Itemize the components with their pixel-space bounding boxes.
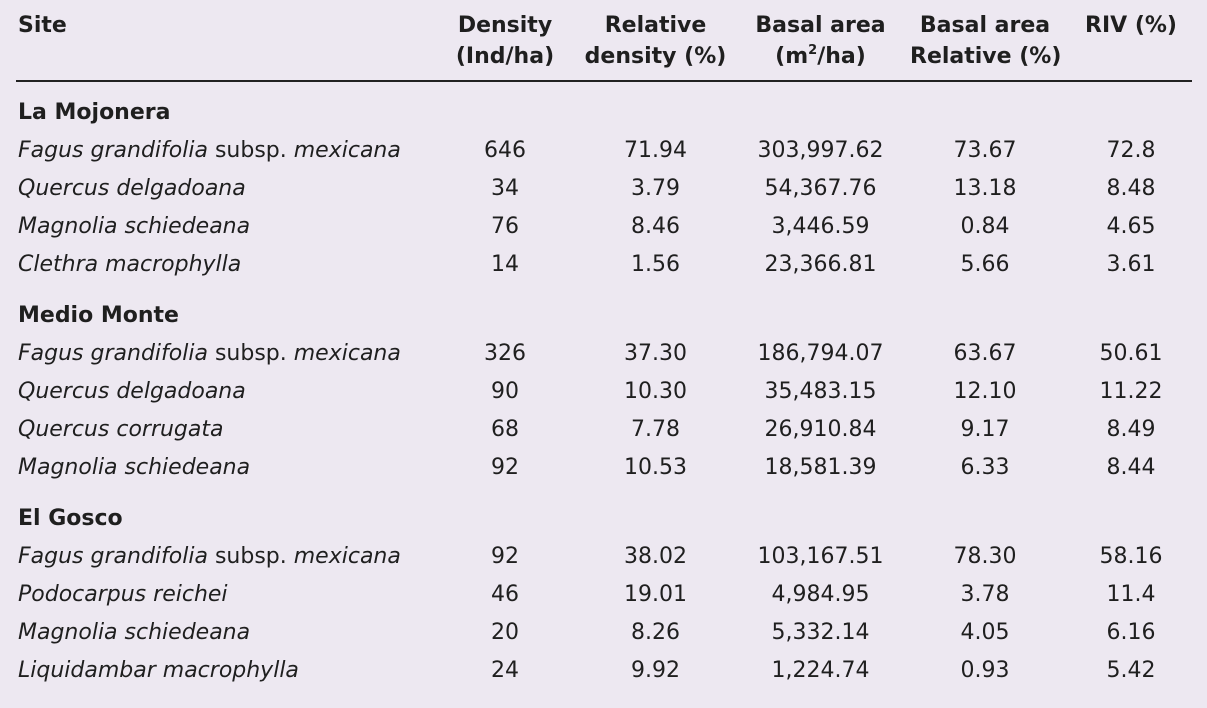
basal-area-relative-cell: 4.05 [960, 620, 1010, 645]
species-genus: Clethra [18, 252, 99, 277]
header-site-label: Site [18, 13, 67, 38]
table-row [0, 449, 1207, 487]
species-subsp-epithet: mexicana [293, 341, 401, 366]
header-basal-area-relative-line2: Relative (%) [910, 44, 1062, 69]
table-row [0, 208, 1207, 246]
species-epithet: macrophylla [105, 252, 242, 277]
species-cell [18, 614, 250, 652]
basal-area-relative-cell: 0.93 [960, 658, 1010, 683]
relative-density-cell: 19.01 [624, 582, 687, 607]
basal-area-cell: 5,332.14 [771, 620, 870, 645]
riv-cell: 58.16 [1099, 544, 1163, 569]
species-genus: Podocarpus [18, 582, 147, 607]
header-basal-area-unit-post: /ha) [817, 44, 866, 69]
header-rule [16, 80, 1192, 82]
relative-density-cell: 71.94 [624, 138, 687, 163]
density-cell: 20 [491, 620, 519, 645]
table-row [0, 576, 1207, 614]
basal-area-relative-cell: 12.10 [953, 379, 1017, 404]
species-epithet: grandifolia [90, 341, 208, 366]
species-epithet: grandifolia [90, 544, 208, 569]
table-row [0, 335, 1207, 373]
species-genus: Magnolia [18, 214, 118, 239]
table-row [0, 614, 1207, 652]
basal-area-relative-cell: 0.84 [960, 214, 1010, 239]
basal-area-relative-cell: 3.78 [960, 582, 1010, 607]
species-subsp-label: subsp. [214, 544, 287, 569]
basal-area-relative-cell: 5.66 [960, 252, 1010, 277]
density-cell: 46 [491, 582, 519, 607]
species-subsp-label: subsp. [214, 341, 287, 366]
header-riv [1075, 10, 1187, 41]
species-cell [18, 246, 241, 284]
density-cell: 90 [491, 379, 519, 404]
site-group [0, 297, 1207, 487]
basal-area-cell: 186,794.07 [757, 341, 884, 366]
site-title: La Mojonera [18, 100, 171, 125]
riv-cell: 5.42 [1106, 658, 1156, 683]
species-cell [18, 576, 228, 614]
riv-cell: 4.65 [1106, 214, 1156, 239]
header-density-line2: (Ind/ha) [455, 44, 555, 69]
relative-density-cell: 8.46 [631, 214, 680, 239]
density-cell: 14 [491, 252, 519, 277]
species-genus: Fagus [18, 138, 84, 163]
density-cell: 24 [491, 658, 519, 683]
basal-area-relative-cell: 6.33 [960, 455, 1010, 480]
species-cell [18, 170, 246, 208]
density-cell: 92 [491, 544, 519, 569]
basal-area-cell: 18,581.39 [764, 455, 877, 480]
species-genus: Fagus [18, 544, 84, 569]
basal-area-cell: 4,984.95 [771, 582, 870, 607]
relative-density-cell: 37.30 [624, 341, 687, 366]
species-cell [18, 132, 401, 170]
species-epithet: delgadoana [116, 379, 246, 404]
riv-cell: 72.8 [1106, 138, 1156, 163]
riv-cell: 8.48 [1106, 176, 1156, 201]
density-cell: 76 [491, 214, 519, 239]
relative-density-cell: 1.56 [631, 252, 680, 277]
basal-area-cell: 3,446.59 [771, 214, 870, 239]
table-row [0, 246, 1207, 284]
riv-cell: 8.44 [1106, 455, 1156, 480]
table-row [0, 538, 1207, 576]
species-epithet: schiedeana [124, 620, 251, 645]
riv-cell: 3.61 [1106, 252, 1156, 277]
species-epithet: macrophylla [162, 658, 299, 683]
density-cell: 34 [491, 176, 519, 201]
table-row [0, 411, 1207, 449]
header-basal-area [748, 10, 893, 72]
species-subsp-epithet: mexicana [293, 138, 401, 163]
species-epithet: corrugata [116, 417, 224, 442]
relative-density-cell: 3.79 [631, 176, 680, 201]
site-title: Medio Monte [18, 303, 179, 328]
species-cell [18, 208, 250, 246]
species-cell [18, 335, 401, 373]
species-epithet: reichei [153, 582, 228, 607]
basal-area-cell: 23,366.81 [764, 252, 877, 277]
header-relative-density-line1: Relative [604, 13, 707, 38]
site-group [0, 94, 1207, 284]
header-basal-area-unit-pre: (m [775, 44, 809, 69]
species-genus: Magnolia [18, 455, 118, 480]
density-cell: 92 [491, 455, 519, 480]
species-genus: Quercus [18, 176, 110, 201]
basal-area-relative-cell: 73.67 [953, 138, 1017, 163]
density-cell: 68 [491, 417, 519, 442]
species-cell [18, 373, 246, 411]
basal-area-cell: 303,997.62 [757, 138, 884, 163]
relative-density-cell: 7.78 [631, 417, 680, 442]
species-genus: Magnolia [18, 620, 118, 645]
basal-area-relative-cell: 78.30 [953, 544, 1017, 569]
header-density [445, 10, 565, 72]
species-epithet: delgadoana [116, 176, 246, 201]
species-cell [18, 411, 224, 449]
table-row [0, 170, 1207, 208]
species-cell [18, 652, 299, 690]
header-riv-label: RIV (%) [1085, 13, 1177, 38]
density-cell: 646 [484, 138, 526, 163]
table-row [0, 132, 1207, 170]
relative-density-cell: 38.02 [624, 544, 687, 569]
basal-area-cell: 54,367.76 [764, 176, 877, 201]
header-site [18, 10, 67, 41]
species-genus: Fagus [18, 341, 84, 366]
basal-area-cell: 1,224.74 [771, 658, 870, 683]
species-genus: Quercus [18, 417, 110, 442]
relative-density-cell: 10.53 [624, 455, 687, 480]
basal-area-cell: 103,167.51 [757, 544, 884, 569]
header-density-line1: Density [457, 13, 553, 38]
basal-area-cell: 35,483.15 [764, 379, 877, 404]
species-genus: Liquidambar [18, 658, 156, 683]
basal-area-relative-cell: 9.17 [960, 417, 1010, 442]
site-title: El Gosco [18, 506, 123, 531]
species-genus: Quercus [18, 379, 110, 404]
riv-cell: 50.61 [1099, 341, 1163, 366]
riv-cell: 6.16 [1106, 620, 1156, 645]
basal-area-cell: 26,910.84 [764, 417, 877, 442]
relative-density-cell: 9.92 [631, 658, 680, 683]
riv-cell: 11.4 [1106, 582, 1156, 607]
species-subsp-label: subsp. [214, 138, 287, 163]
basal-area-relative-cell: 63.67 [953, 341, 1017, 366]
relative-density-cell: 8.26 [631, 620, 680, 645]
table-body [0, 94, 1207, 703]
site-group [0, 500, 1207, 690]
table-row [0, 652, 1207, 690]
species-cell [18, 449, 250, 487]
table-header [0, 10, 1207, 76]
table-row [0, 373, 1207, 411]
header-basal-area-relative-line1: Basal area [919, 13, 1051, 38]
riv-cell: 8.49 [1106, 417, 1156, 442]
header-basal-area-relative [910, 10, 1060, 72]
header-relative-density-line2: density (%) [584, 44, 727, 69]
basal-area-relative-cell: 13.18 [953, 176, 1017, 201]
species-epithet: schiedeana [124, 214, 251, 239]
header-basal-area-line1: Basal area [755, 13, 886, 38]
species-epithet: schiedeana [124, 455, 251, 480]
riv-cell: 11.22 [1099, 379, 1163, 404]
relative-density-cell: 10.30 [624, 379, 687, 404]
species-epithet: grandifolia [90, 138, 208, 163]
header-basal-area-unit-sup: 2 [808, 43, 818, 58]
species-cell [18, 538, 401, 576]
density-cell: 326 [484, 341, 526, 366]
header-basal-area-line2 [748, 41, 893, 72]
species-subsp-epithet: mexicana [293, 544, 401, 569]
header-relative-density [583, 10, 728, 72]
